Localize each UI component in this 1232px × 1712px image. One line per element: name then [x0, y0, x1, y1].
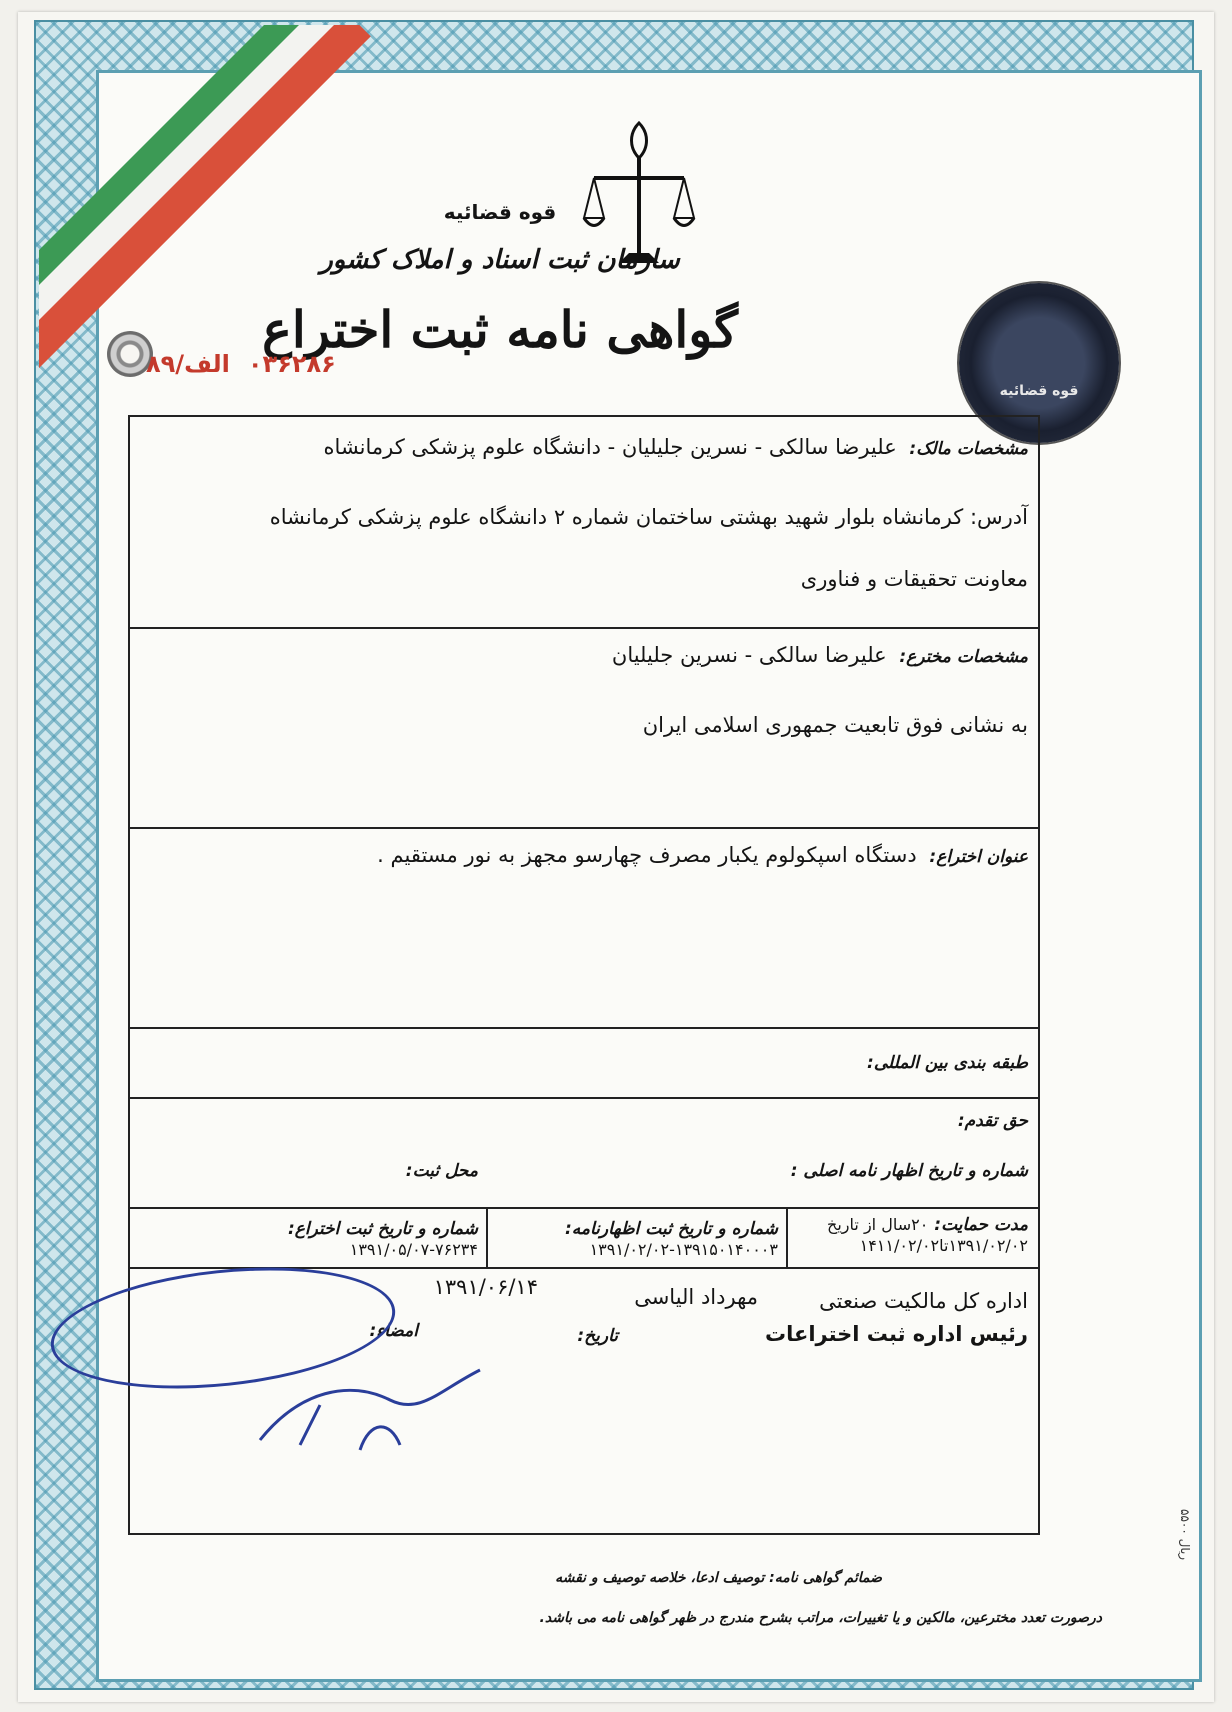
date-value: ۱۳۹۱/۰۶/۱۴ — [433, 1275, 538, 1299]
signatory-name: مهرداد الیاسی — [634, 1285, 758, 1309]
classification-section — [130, 1027, 1038, 1099]
original-declaration-label: شماره و تاریخ اظهار نامه اصلی : — [790, 1161, 1028, 1181]
invention-label: عنوان اختراع: — [929, 847, 1028, 867]
inventor-section — [130, 627, 1038, 829]
organization-name: سازمان ثبت اسناد و املاک کشور — [320, 245, 680, 275]
registration-value: ۱۳۹۱/۰۵/۰۷-۷۶۲۳۴ — [349, 1240, 478, 1260]
hologram-seal: قوه قضائیه — [959, 283, 1119, 443]
owner-label: مشخصات مالک: — [909, 439, 1028, 459]
judiciary-label: قوه قضائیه — [443, 200, 557, 224]
owner-section — [130, 417, 1038, 629]
declaration-value: ۱۳۹۱/۰۲/۰۲-۱۳۹۱۵۰۱۴۰۰۰۳ — [589, 1240, 778, 1260]
protection-years: ۲۰سال از تاریخ — [827, 1215, 929, 1234]
owner-address: آدرس: کرمانشاه بلوار شهید بهشتی ساختمان شماره ۲ دانشگاه علوم پزشکی کرمانشاه — [269, 505, 1028, 529]
signature-label: امضاء: — [369, 1321, 418, 1341]
inventor-nationality: به نشانی فوق تابعیت جمهوری اسلامی ایران — [642, 713, 1028, 737]
protection-label: مدت حمایت: — [934, 1215, 1028, 1235]
priority-label: حق تقدم: — [957, 1111, 1028, 1131]
inventor-value: علیرضا سالکی - نسرین جلیلیان — [611, 643, 887, 667]
protection-range: ۱۳۹۱/۰۲/۰۲تا۱۴۱۱/۰۲/۰۲ — [859, 1236, 1028, 1256]
date-label: تاریخ: — [577, 1326, 618, 1346]
attachments-note: ضمائم گواهی نامه: توصیف ادعا، خلاصه توصیف و نقشه — [555, 1570, 882, 1586]
owner-value: علیرضا سالکی - نسرین جلیلیان - دانشگاه علوم پزشکی کرمانشاه — [323, 435, 897, 459]
multiple-parties-note: درصورت تعدد مخترعین، مالکین و یا تغییرات، مراتب بشرح مندرج در ظهر گواهی نامه می باشد. — [539, 1610, 1102, 1626]
inventor-label: مشخصات مخترع: — [899, 647, 1028, 667]
handwritten-signature — [240, 1350, 500, 1460]
invention-section — [130, 827, 1038, 1029]
ip-department: اداره کل مالکیت صنعتی — [819, 1289, 1028, 1313]
declaration-label: شماره و تاریخ ثبت اظهارنامه: — [564, 1219, 778, 1239]
place-label: محل ثبت: — [405, 1161, 478, 1181]
registration-grid — [130, 1207, 1038, 1269]
patent-office-head: رئیس اداره ثبت اختراعات — [764, 1322, 1028, 1346]
owner-address-cont: معاونت تحقیقات و فناوری — [800, 567, 1028, 591]
classification-label: طبقه بندی بین المللی: — [867, 1053, 1028, 1073]
fee-stamp: ریال ۵۵۰۰ — [1178, 1508, 1192, 1560]
registration-label: شماره و تاریخ ثبت اختراع: — [287, 1219, 478, 1239]
certificate-title: گواهی نامه ثبت اختراع — [262, 300, 738, 359]
serial-number: ۰۳۶۲۸۶الف/۸۹ — [146, 350, 336, 378]
invention-title: دستگاه اسپکولوم یکبار مصرف چهارسو مجهز به نور مستقیم . — [377, 843, 917, 867]
priority-section — [130, 1097, 1038, 1209]
